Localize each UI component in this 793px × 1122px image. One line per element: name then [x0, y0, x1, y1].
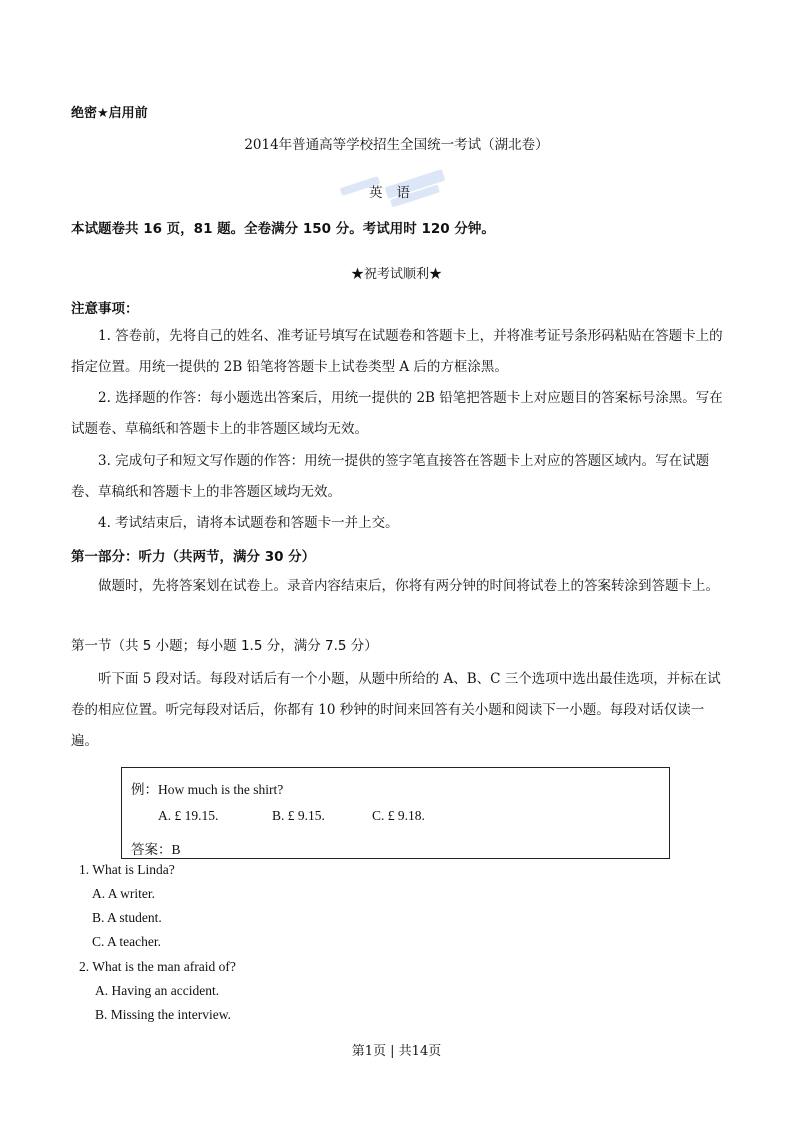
example-option: B. £ 9.15. [272, 808, 325, 823]
notice-item: 2. 选择题的作答：每小题选出答案后，用统一提供的 2B 铅笔把答题卡上对应题目的答案标号涂黑。写在试题卷、草稿纸和答题卡上的非答题区域均无效。 [71, 390, 723, 437]
example-option: A. £ 19.15. [158, 808, 219, 823]
part1-instruction: 做题时，先将答案划在试卷上。录音内容结束后，你将有两分钟的时间将试卷上的答案转涂到答题卡上。 [98, 578, 719, 594]
question-option: B. Missing the interview. [95, 1007, 231, 1022]
example-answer: 答案：B [131, 842, 181, 857]
example-box [121, 767, 670, 859]
notice-item: 3. 完成句子和短文写作题的作答：用统一提供的签字笔直接答在答题卡上对应的答题区域内。写在试题卷、草稿纸和答题卡上的非答题区域均无效。 [71, 453, 710, 500]
notice-item: 1. 答卷前，先将自己的姓名、准考证号填写在试题卷和答题卡上，并将准考证号条形码粘贴在答题卡上的指定位置。用统一提供的 2B 铅笔将答题卡上试卷类型 A 后的方框涂黑。 [71, 328, 723, 375]
question-option: C. A teacher. [92, 934, 161, 949]
question-option: A. Having an accident. [95, 983, 220, 998]
exam-title: 2014年普通高等学校招生全国统一考试（湖北卷） [244, 137, 549, 153]
question-text: 2. What is the man afraid of? [79, 959, 236, 974]
example-option: C. £ 9.18. [372, 808, 425, 823]
example-question: 例：How much is the shirt? [131, 782, 284, 797]
section1-heading: 第一节（共 5 小题；每小题 1.5 分，满分 7.5 分） [71, 638, 378, 654]
question-option: B. A student. [92, 910, 162, 925]
question-text: 1. What is Linda? [79, 862, 175, 877]
section1-instruction: 听下面 5 段对话。每段对话后有一个小题，从题中所给的 A、B、C 三个选项中选出最佳选项，并标在试卷的相应位置。听完每段对话后，你都有 10 秒钟的时间来回答有关小题和阅读下一小题。每段对话仅读一遍。 [71, 671, 721, 749]
part1-heading: 第一部分：听力（共两节，满分 30 分） [71, 549, 316, 565]
notice-item: 4. 考试结束后，请将本试题卷和答题卡一并上交。 [98, 515, 399, 531]
page-footer: 第1页 | 共14页 [351, 1044, 442, 1059]
subject-title: 英语 [369, 185, 424, 201]
question-option: A. A writer. [92, 886, 155, 901]
exam-intro: 本试题卷共 16 页，81 题。全卷满分 150 分。考试用时 120 分钟。 [71, 221, 495, 237]
notice-title: 注意事项： [71, 301, 139, 317]
good-luck-line: ★祝考试顺利★ [350, 267, 442, 282]
confidential-label: 绝密★启用前 [71, 106, 148, 121]
